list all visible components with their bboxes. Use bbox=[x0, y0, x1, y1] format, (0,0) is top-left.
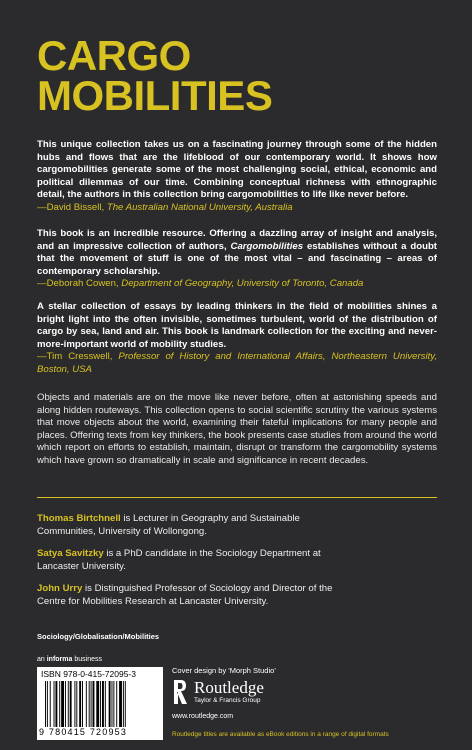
barcode-bar bbox=[96, 681, 99, 727]
barcode-bar bbox=[91, 681, 92, 727]
author-1-bio: is Lecturer in Geography and Sustainable Communities, University of Wollongong. bbox=[37, 513, 300, 537]
review-2-text-start: This book is an incredible resource. Offering a dazzling array of insight and analysis, and an impressive collection of authors, bbox=[37, 228, 437, 252]
ebook-note: Routledge titles are available as eBook editions in a range of digital formats bbox=[172, 731, 389, 738]
review-2-attribution bbox=[37, 278, 363, 289]
author-2-bio: is a PhD candidate in the Sociology Department at Lancaster University. bbox=[37, 548, 321, 572]
barcode-bar bbox=[82, 681, 83, 727]
review-3-affiliation: Professor of History and International Affairs, Northeastern University, Boston, USA bbox=[37, 351, 437, 375]
title-line-1: CARGO bbox=[37, 32, 191, 79]
barcode-bar bbox=[47, 681, 48, 727]
barcode-bar bbox=[68, 681, 69, 727]
review-2-text-end: establishes without a doubt that the movement of stuff is one of the most vital – and fascinating – areas of contemporary scholarship. bbox=[37, 240, 437, 277]
review-1-affiliation: The Australian National University, Australia bbox=[106, 201, 293, 213]
routledge-logo-icon bbox=[172, 678, 188, 706]
barcode-bar bbox=[74, 681, 75, 727]
barcode bbox=[37, 667, 163, 740]
business-prefix: an bbox=[37, 656, 47, 663]
review-1-attribution bbox=[37, 202, 293, 213]
review-3-text: A stellar collection of essays by leading thinkers in the field of mobilities shines a bright light into the often invisible, sometimes turbulent, world of the distribution of cargo by sea, land and air. This book is landmark collection for the exciting and never-more-important world of mobility studies. bbox=[37, 301, 437, 350]
cover-design-credit: Cover design by 'Morph Studio' bbox=[172, 666, 276, 675]
author-3 bbox=[37, 582, 337, 608]
barcode-bar bbox=[76, 681, 77, 727]
author-1-name: Thomas Birtchnell bbox=[37, 513, 121, 524]
title-line-2: MOBILITIES bbox=[37, 72, 273, 119]
barcode-bar bbox=[105, 681, 106, 727]
book-title bbox=[37, 32, 273, 119]
business-suffix: business bbox=[72, 656, 102, 663]
publisher-website: www.routledge.com bbox=[172, 713, 234, 720]
publisher-name: Routledge bbox=[194, 678, 264, 697]
review-1-author: —David Bissell, bbox=[37, 201, 107, 213]
subject-category: Sociology/Globalisation/Mobilities bbox=[37, 632, 160, 641]
author-3-bio: is Distinguished Professor of Sociology and Director of the Centre for Mobilities Research at Lancaster University. bbox=[37, 583, 333, 607]
barcode-bar bbox=[112, 681, 113, 727]
author-2-name: Satya Savitzky bbox=[37, 548, 104, 559]
barcode-bar bbox=[86, 681, 87, 727]
barcode-bar bbox=[93, 681, 95, 727]
review-1-text: This unique collection takes us on a fascinating journey through some of the hidden hubs and flows that are the lifeblood of our contemporary world. It shows how cargomobilities generate some of the most challenging social, ethical, economic and political dilemmas of our time. Combining conceptual richness with ethnographic detail, the authors in this collection bring cargomobilities to life like never before. bbox=[37, 139, 437, 201]
divider bbox=[37, 497, 437, 498]
barcode-bar bbox=[119, 681, 122, 727]
review-2-author: —Deborah Cowen, bbox=[37, 278, 122, 290]
barcode-bar bbox=[54, 681, 55, 727]
barcode-bar bbox=[116, 681, 117, 727]
barcode-bar bbox=[89, 681, 90, 727]
review-3-author: —Tim Cresswell, bbox=[37, 351, 119, 363]
author-2 bbox=[37, 547, 337, 573]
book-description: Objects and materials are on the move like never before, often at astonishing speeds and along hidden routeways. This collection opens to social scientific scrutiny the various systems that move objects about the world, examining their fateful implications for many people and places. Offering texts from key thinkers, the book presents case studies from around the world which report on efforts to establish, maintain, disrupt or transform the cargomobility systems which have grown so dramatically in scale and significance in recent decades. bbox=[37, 392, 437, 466]
barcode-bar bbox=[65, 681, 66, 727]
isbn: ISBN 978-0-415-72095-3 bbox=[41, 669, 136, 679]
barcode-bar bbox=[59, 681, 60, 727]
barcode-bar bbox=[100, 681, 101, 727]
informa-brand: informa bbox=[46, 656, 73, 663]
barcode-bar bbox=[123, 681, 124, 727]
barcode-bar bbox=[109, 681, 111, 727]
review-2-affiliation: Department of Geography, University of Toronto, Canada bbox=[121, 278, 364, 290]
barcode-bar bbox=[102, 681, 104, 727]
barcode-bar bbox=[113, 681, 114, 727]
barcode-bars bbox=[45, 681, 155, 727]
review-2-text bbox=[37, 228, 437, 277]
review-1 bbox=[37, 139, 437, 215]
publisher-group: Taylor & Francis Group bbox=[194, 697, 261, 704]
barcode-digits: 9 780415 720953 bbox=[39, 727, 128, 737]
barcode-bar bbox=[55, 681, 57, 727]
author-1 bbox=[37, 512, 337, 538]
informa-business bbox=[37, 656, 102, 663]
review-3 bbox=[37, 301, 437, 377]
review-2-book-title: Cargomobilities bbox=[230, 240, 304, 252]
author-3-name: John Urry bbox=[37, 583, 83, 594]
review-2 bbox=[37, 228, 437, 291]
barcode-bar bbox=[70, 681, 72, 727]
barcode-bar bbox=[50, 681, 51, 727]
barcode-bar bbox=[79, 681, 81, 727]
barcode-bar bbox=[125, 681, 126, 727]
review-3-attribution bbox=[37, 351, 437, 375]
barcode-bar bbox=[61, 681, 64, 727]
barcode-bar bbox=[45, 681, 46, 727]
